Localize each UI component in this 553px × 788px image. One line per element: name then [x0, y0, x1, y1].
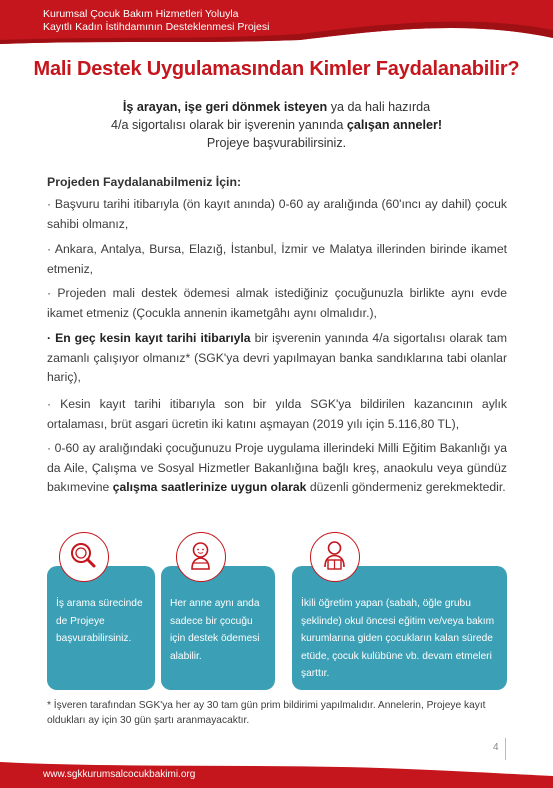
list-item-text: bir işverenin yanında 4/a sigortalısı olarak tam zamanlı çalışıyor olmanız* (SGK'ya devri yapılmayan banka sandıklarına tabi olanlar hariç), [47, 331, 507, 384]
subtitle-text-2: 4/a sigortalısı olarak bir işverenin yanında [110, 118, 347, 132]
subtitle-text-3: Projeye başvurabilirsiniz. [206, 136, 347, 150]
magnifier-icon [59, 532, 109, 582]
info-cards [47, 566, 507, 690]
list-item [47, 439, 507, 498]
teacher-icon [310, 532, 360, 582]
header-band [0, 0, 553, 44]
page-number-divider [505, 738, 506, 760]
header-line-2: Kayıtlı Kadın İstihdamının Desteklenmesi Projesi [43, 21, 270, 33]
section-heading: Projeden Faydalanabilmeniz İçin: [47, 175, 242, 189]
header-line-1: Kurumsal Çocuk Bakım Hizmetleri Yoluyla [43, 8, 239, 20]
info-card-one-child: Her anne aynı anda sadece bir çocuğu için destek ödemesi alabilir. [161, 566, 275, 690]
list-item [47, 329, 507, 388]
footnote: * İşveren tarafından SGK'ya her ay 30 tam gün prim bildirimi yapılmalıdır. Annelerin, Projeye kayıt oldukları ay için 30 gün şartı aranmayacaktır. [47, 700, 486, 726]
subtitle-bold-1: İş arayan, işe geri dönmek isteyen [122, 100, 328, 114]
baby-icon [176, 532, 226, 582]
list-item: · Projeden mali destek ödemesi almak istediğiniz çocuğunuzla birlikte aynı evde ikamet etmeniz (Çocukla annenin ikametgâhı aynı olmalıdır.), [47, 286, 507, 320]
list-item-text: düzenli göndermeniz gerekmektedir. [306, 480, 506, 494]
subtitle [40, 98, 513, 152]
info-card-dual-education: İkili öğretim yapan (sabah, öğle grubu şeklinde) okul öncesi eğitim ve/veya bakım kurumlarına giden çocukların kalan sürede etüde, çocuk kulübüne vb. devam etmeleri şarttır. [292, 566, 507, 690]
list-item: · Başvuru tarihi itibarıyla (ön kayıt anında) 0-60 ay aralığında (60'ıncı ay dahil) çocuk sahibi olmanız, [47, 197, 507, 231]
header-text [43, 8, 269, 34]
list-item-text: · 0-60 ay aralığındaki çocuğunuzu Proje uygulama illerindeki Milli Eğitim Bakanlığı ya da Aile, Çalışma ve Sosyal Hizmetler Bakanlığına bağlı kreş, anaokulu veya gündüz bakımevine [47, 441, 507, 494]
info-card-job-search: İş arama sürecinde de Projeye başvurabilirsiniz. [47, 566, 155, 690]
subtitle-text-1: ya da hali hazırda [327, 100, 431, 114]
list-item-bold: çalışma saatlerinize uygun olarak [112, 480, 307, 494]
footer-url-link[interactable]: www.sgkkurumsalcocukbakimi.org [43, 769, 196, 780]
subtitle-bold-2: çalışan anneler! [346, 118, 443, 132]
list-item: · Kesin kayıt tarihi itibarıyla son bir yılda SGK'ya bildirilen kazancının aylık ortalaması, brüt asgari ücretin iki katını aşmayan (2019 yılı için 5.116,80 TL), [47, 397, 507, 431]
page-title: Mali Destek Uygulamasından Kimler Faydalanabilir? [33, 58, 520, 80]
list-item: · Ankara, Antalya, Bursa, Elazığ, İstanbul, İzmir ve Malatya illerinden birinde ikamet etmeniz, [47, 242, 507, 276]
page-number: 4 [493, 742, 499, 753]
list-item-bold: · En geç kesin kayıt tarihi itibarıyla [47, 331, 251, 345]
